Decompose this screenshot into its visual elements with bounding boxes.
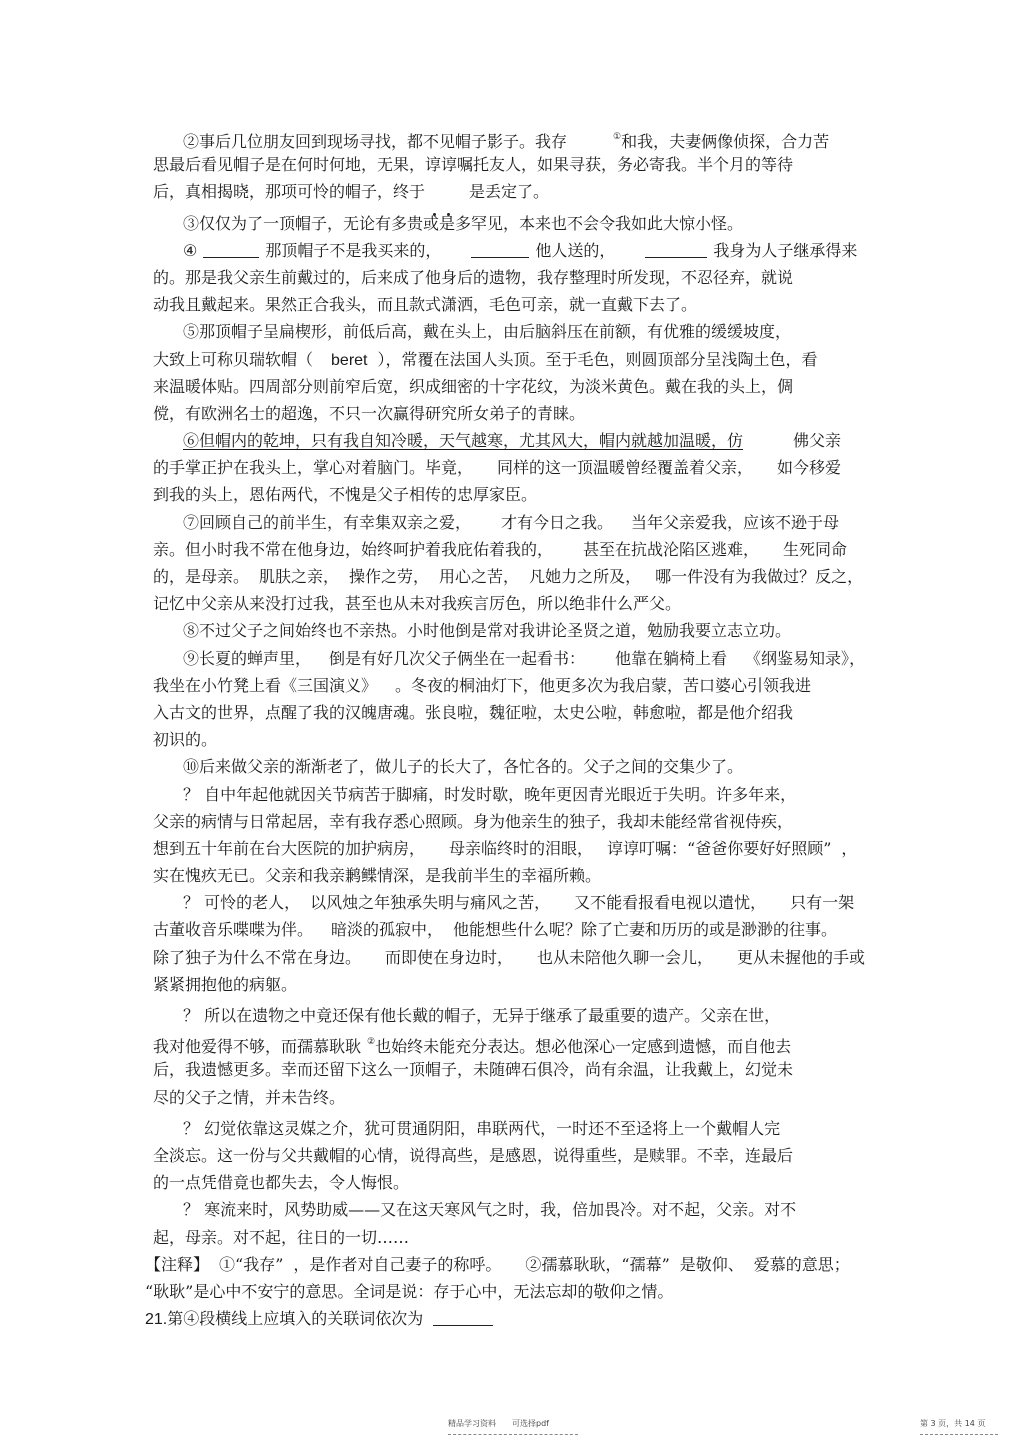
text-span: 的，是母亲。	[153, 567, 250, 586]
text-span: ②事后几位朋友回到现场寻找，都不见帽子影子。我存	[183, 132, 568, 151]
text-span: 如今移爱	[777, 458, 842, 478]
paragraph-13-line-1: ？ 所以在遗物之中竟还保有他长戴的帽子，无异于继承了最重要的遗产。父亲在世，	[183, 1006, 781, 1025]
paragraph-9-line-1	[153, 645, 873, 672]
paragraph-6-line-3: 到我的头上，恩佑两代，不愧是父子相传的忠厚家臣。	[153, 485, 538, 505]
text-span: 也从未陪他久聊一会儿，	[537, 947, 714, 967]
paragraph-11-line-4: 实在愧疚无已。父亲和我亲鹣鲽情深，是我前半生的幸福所赖。	[153, 866, 602, 886]
text-span: 我身为人子继承得来	[713, 240, 858, 260]
text-span: 凡她力之所及，	[529, 567, 642, 586]
paragraph-9-line-2	[153, 672, 873, 699]
paragraph-10: ⑩后来做父亲的渐渐老了，做儿子的长大了，各忙各的。父子之间的交集少了。	[183, 757, 744, 777]
text-span: 暗淡的孤寂中，	[331, 920, 444, 940]
footnote-ref-2: ②	[367, 1037, 376, 1048]
text-span: 谆谆叮嘱：“爸爸你要好好照顾”	[607, 838, 832, 858]
text-span: ，	[849, 648, 866, 668]
text-span: 甚至在抗战沦陷区逃难，	[583, 539, 760, 559]
text-span: ⑨长夏的蝉声里，	[183, 648, 312, 668]
text-span: 后，真相揭晓，那项可怜的帽子，终于	[153, 182, 426, 202]
question-text: 第④段横线上应填入的关联词依次为	[167, 1309, 424, 1329]
text-span: 除了独子为什么不常在身边。	[153, 947, 362, 967]
paragraph-11-line-1: ？ 自中年起他就因关节病苦于脚痛，时发时歇，晚年更因青光眼近于失明。许多年来，	[183, 784, 797, 804]
paragraph-12-line-4: 紧紧拥抱他的病躯。	[153, 974, 298, 994]
text-span: 他靠在躺椅上看	[615, 648, 728, 668]
paragraph-14-line-2: 全淡忘。这一份与父共戴帽的心情，说得高些，是感恩，说得重些，是赎罪。不幸，连最后	[153, 1145, 794, 1165]
footer-label: 精品学习资料	[448, 1419, 496, 1428]
footnote-ref-1: ①	[613, 132, 622, 142]
paragraph-2-line-2: 思最后看见帽子是在何时何地，无果，谆谆嘱托友人，如果寻获，务必寄我。半个月的等待	[153, 155, 794, 175]
paragraph-7-line-1	[153, 509, 873, 536]
paragraph-13-line-4: 尽的父子之情，并未告终。	[153, 1087, 346, 1107]
text-span: 当年父亲爱我，应该不逊于母	[631, 512, 840, 532]
footer-label: 可选择pdf	[512, 1419, 549, 1428]
text-span: beret	[331, 351, 368, 369]
article-body	[145, 124, 873, 1332]
text-span: ②孺慕耿耿，“孺幕”	[525, 1254, 670, 1274]
question-number: 21.	[145, 1311, 168, 1329]
text-span: 想到五十年前在台大医院的加护病房，	[153, 838, 426, 858]
paragraph-9-line-3: 入古文的世界，点醒了我的汉魄唐魂。张良啦，魏征啦，太史公啦，韩愈啦，都是他介绍我	[153, 702, 794, 722]
text-span: 只有一架	[790, 893, 855, 913]
paragraph-5-line-1: ⑤那顶帽子呈扁楔形，前低后高，戴在头上，由后脑斜压在前额，有优雅的缓缓坡度，	[183, 322, 792, 342]
text-span: 他能想些什么呢？除了亡妻和历历的或是渺渺的往事。	[453, 920, 838, 940]
text-span: ），常覆在法国人头顶。至于毛色，则圆顶部分呈浅陶土色，看	[377, 349, 818, 369]
paragraph-4-line-2: 的。那是我父亲生前戴过的，后来成了他身后的遗物，我存整理时所发现，不忍径弃，就说	[153, 267, 794, 287]
text-span: 操作之劳，	[349, 567, 430, 586]
question-21	[145, 1305, 873, 1332]
text-span: 。冬夜的桐油灯下，他更多次为我启蒙，苦口婆心引领我进	[395, 675, 812, 695]
blank-line-2	[471, 242, 529, 258]
text-span: 也始终未能充分表达。想必他深心一定感到遗憾，而自他去	[375, 1037, 792, 1057]
text-span: 以风烛之年独承失明与痛风之苦，	[310, 893, 551, 913]
text-span: 古董收音乐喋喋为伴。	[153, 920, 314, 940]
footer-divider-left	[448, 1434, 578, 1435]
text-span: 才有今日之我。	[501, 512, 614, 532]
text-span: 我坐在小竹凳上看《三国演义》	[153, 675, 378, 695]
paragraph-14-line-1: ？ 幻觉依靠这灵媒之介，犹可贯通阴阳，串联两代，一时还不至迳将上一个戴帽人完	[183, 1118, 781, 1138]
paragraph-11-line-2: 父亲的病情与日常起居，幸有我存悉心照顾。身为他亲生的独子，我却未能经常省视侍疾，	[153, 811, 794, 831]
page-number: 第 3 页，共 14 页	[920, 1419, 986, 1428]
paragraph-14-line-3: 的一点凭借竟也都失去，令人悔恨。	[153, 1173, 410, 1193]
text-span: 爱慕的意思；	[753, 1254, 850, 1274]
paragraph-2-line-1	[153, 124, 873, 151]
text-span: 哪一件没有为我做过？反之，	[655, 567, 864, 586]
paragraph-11-line-3	[153, 835, 873, 862]
paragraph-13-line-2	[153, 1029, 873, 1056]
text-span: 和我，夫妻俩像侦探，合力苦	[621, 132, 830, 151]
text-span: ⑦回顾自己的前半生，有幸集双亲之爱，	[183, 512, 472, 532]
notes-line-1	[145, 1251, 873, 1278]
text-span: 是丢定了。	[469, 182, 550, 202]
paragraph-9-line-4: 初识的。	[153, 730, 218, 750]
footer-left	[448, 1418, 549, 1429]
text-span: 又不能看报看电视以遣忧，	[574, 893, 767, 913]
text-span: ，是作者对自己妻子的称呼。	[293, 1254, 502, 1274]
text-span: ①“我存”	[219, 1254, 284, 1274]
text-span: 大致上可称贝瑞软帽（	[153, 349, 314, 369]
text-span: ④	[183, 240, 198, 260]
text-span: 倒是有好几次父子俩坐在一起看书：	[329, 648, 586, 668]
text-span: 母亲临终时的泪眼，	[449, 838, 594, 858]
text-span: 亲。但小时我不常在他身边，始终呵护着我庇佑着我的，	[153, 539, 554, 559]
paragraph-2-line-3	[153, 178, 873, 205]
blank-line-3	[645, 242, 707, 258]
paragraph-5-line-3: 来温暖体贴。四周部分则前窄后宽，织成细密的十字花纹，为淡米黄色。戴在我的头上，倜	[153, 376, 794, 396]
text-span: 生死同命	[783, 539, 848, 559]
paragraph-7-line-4: 记忆中父亲从来没打过我，甚至也从未对我疾言厉色，所以绝非什么严父。	[153, 594, 682, 614]
paragraph-7-line-2	[153, 536, 873, 563]
text-span: 而即使在身边时，	[385, 947, 514, 967]
text-span: 的手掌正护在我头上，掌心对着脑门。毕竟，	[153, 458, 474, 478]
paragraph-3: ③仅仅为了一顶帽子，无论有多贵或是多罕见，本来也不会令我如此大惊小怪。	[183, 213, 744, 233]
text-span: 那顶帽子不是我买来的，	[265, 240, 442, 260]
notes-heading: 【注释】	[145, 1254, 210, 1274]
text-span: 更从未握他的手或	[737, 947, 866, 967]
paragraph-6-line-1	[153, 427, 873, 454]
paragraph-6-line-2	[153, 454, 873, 481]
text-span: 肌肤之亲，	[259, 567, 340, 586]
text-span: 同样的这一顶温暖曾经覆盖着父亲，	[497, 458, 754, 478]
paragraph-15-line-2: 起，母亲。对不起，往日的一切……	[153, 1227, 410, 1247]
underlined-text: ⑥但帽内的乾坤，只有我自知冷暖，天气越寒，尤其风大，帽内就越加温暖，仿	[183, 431, 744, 451]
paragraph-4-line-3: 动我且戴起来。果然正合我头，而且款式潇洒，毛色可亲，就一直戴下去了。	[153, 295, 698, 315]
blank-line-1	[203, 242, 259, 258]
paragraph-15-line-1: ？ 寒流来时，风势助威——又在这天寒风气之时，我，倍加畏冷。对不起，父亲。对不	[183, 1200, 797, 1220]
text-span: 我对他爱得不够，而孺慕耿耿	[153, 1037, 362, 1057]
paragraph-12-line-2	[153, 916, 873, 943]
paragraph-13-line-3: 后，我遗憾更多。幸而还留下这么一顶帽子，未随碑石俱冷，尚有余温，让我戴上，幻觉未	[153, 1060, 794, 1080]
paragraph-5-line-2	[153, 346, 873, 373]
notes-line-2: “耿耿”是心中不安宁的意思。全词是说：存于心中，无法忘却的敬仰之情。	[145, 1281, 674, 1301]
text-span: 用心之苦，	[439, 567, 520, 586]
paragraph-8: ⑧不过父子之间始终也不亲热。小时他倒是常对我讲论圣贤之道，勉励我要立志立功。	[183, 621, 792, 641]
paragraph-12-line-3	[153, 944, 873, 971]
answer-blank	[433, 1310, 493, 1326]
text-span: 《纲鉴易知录》	[745, 648, 850, 668]
paragraph-12-line-1	[153, 889, 873, 916]
text-span: ？ 可怜的老人，	[183, 893, 301, 913]
paragraph-5-line-4: 傥，有欧洲名士的超逸，不只一次赢得研究所女弟子的青睐。	[153, 403, 586, 423]
footer-divider-right	[920, 1434, 998, 1435]
text-span: ，	[841, 838, 858, 858]
text-span: 他人送的，	[535, 240, 616, 260]
text-span: 佛父亲	[793, 431, 842, 451]
text-span: 是敬仰、	[679, 1254, 744, 1274]
paragraph-4-line-1	[153, 237, 873, 264]
paragraph-7-line-3	[153, 563, 873, 590]
